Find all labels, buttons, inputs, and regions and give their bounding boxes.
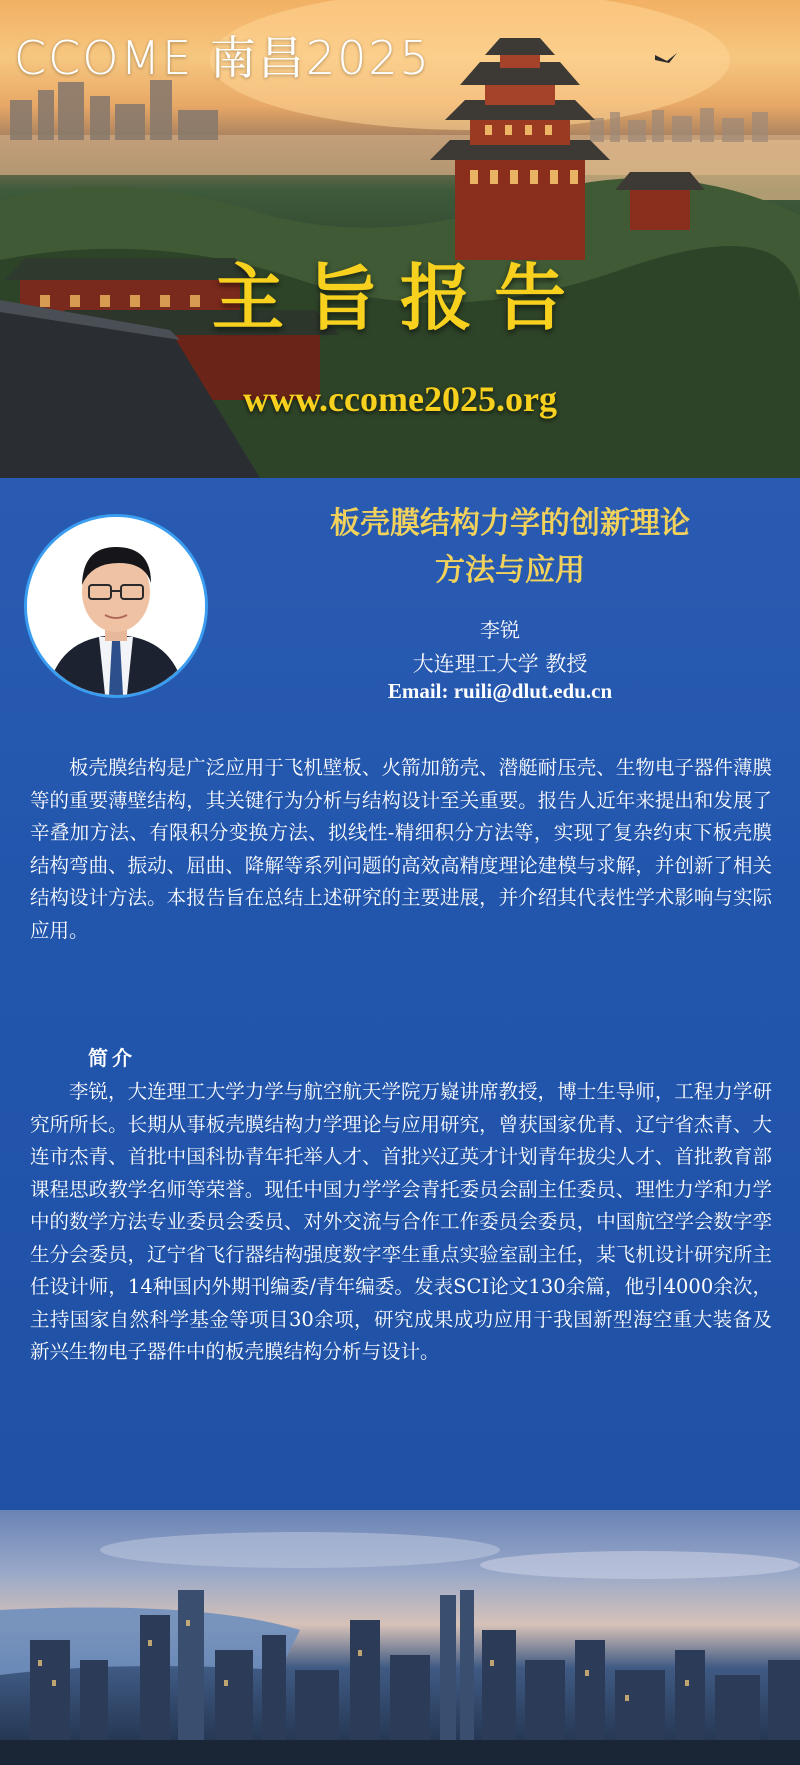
talk-title-line2: 方法与应用 <box>435 553 585 588</box>
banner-title: 主旨报告 <box>211 255 588 340</box>
talk-title-line1: 板壳膜结构力学的创新理论 <box>330 506 690 541</box>
conference-url: www.ccome2025.org <box>243 379 557 419</box>
talk-title <box>230 500 790 594</box>
bio-text: 李锐，大连理工大学力学与航空航天学院万嶷讲席教授，博士生导师，工程力学研究所所长。长期从事板壳膜结构力学理论与应用研究，曾获国家优青、辽宁省杰青、大连市杰青、首批中国科协青年托举人才、首批兴辽英才计划青年拔尖人才、首批教育部课程思政教学名师等荣誉。现任中国力学学会青托委员会副主任委员、理性力学和力学中的数学方法专业委员会委员、对外交流与合作工作委员会委员，中国航空学会数字孪生分会委员，辽宁省飞行器结构强度数字孪生重点实验室副主任，某飞机设计研究所主任设计师，14种国内外期刊编委/青年编委。发表SCI论文130余篇，他引4000余次，主持国家自然科学基金等项目30余项，研究成果成功应用于我国新型海空重大装备及新兴生物电子器件中的板壳膜结构分析与设计。 <box>30 1080 772 1363</box>
content-panel <box>0 478 800 1510</box>
speaker-avatar <box>24 514 208 698</box>
bio-heading: 简介 <box>88 1046 136 1070</box>
speaker-affiliation: 大连理工大学 教授 <box>412 652 588 676</box>
abstract-text: 板壳膜结构是广泛应用于飞机壁板、火箭加筋壳、潜艇耐压壳、生物电子器件薄膜等的重要薄壁结构，其关键行为分析与结构设计至关重要。报告人近年来提出和发展了辛叠加方法、有限积分变换方法、拟线性-精细积分方法等，实现了复杂约束下板壳膜结构弯曲、振动、屈曲、降解等系列问题的高效高精度理论建模与求解，并创新了相关结构设计方法。本报告旨在总结上述研究的主要进展，并介绍其代表性学术影响与实际应用。 <box>30 756 772 942</box>
city-skyline-image <box>0 1510 800 1765</box>
footer-skyline-banner <box>0 1510 800 1765</box>
speaker-email[interactable]: Email: ruili@dlut.edu.cn <box>387 679 613 703</box>
header-banner <box>0 0 800 478</box>
speaker-name: 李锐 <box>480 618 520 642</box>
speaker-portrait-image <box>27 517 205 695</box>
brand-logo-text: CCOME 南昌2025 <box>14 31 431 85</box>
